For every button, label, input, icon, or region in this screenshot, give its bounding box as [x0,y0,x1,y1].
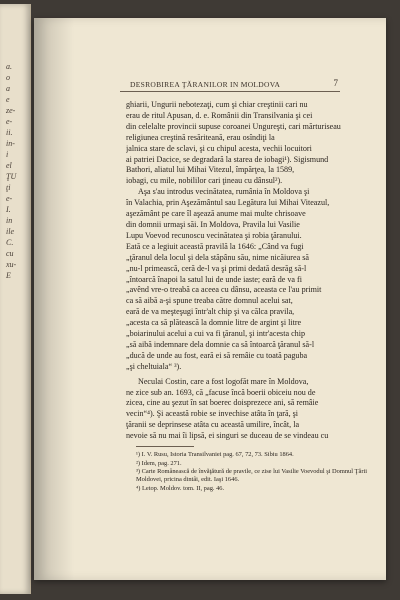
previous-page-fragment: cu [6,249,14,258]
text-line: ghiarii, Ungurii nebotezaţi, cum şi chiar creştinii cari nu [126,100,308,109]
text-line: „ţăranul dela locul şi dela stăpânu său, nime nicăiurea să [126,252,309,262]
previous-page-fragment: ii. [6,128,13,137]
footnotes [126,451,380,493]
paragraph-3 [126,377,380,442]
previous-page-fragment: e [6,95,10,104]
text-line: „nu-l primească, ceră de-l va şi primi dedată desrăg să-l [126,263,307,273]
footnote: ¹) I. V. Rusu, Istoria Transilvaniei pag. 67, 72, 73. Sibiu 1864. [136,451,294,459]
previous-page-fragment: xu- [6,260,17,269]
text-line: iobagi, cu mile, nobililor cari ţineau cu dânsul²). [126,176,283,186]
page-gutter-shadow [34,18,74,580]
text-line: Lupu Voevod recunoscu vecinătatea şi robia ţăranului. [126,230,302,240]
text-line: Aşa s'au introdus vecinătatea, rumânia în Moldova şi [138,187,310,197]
text-line: „avênd vre-o treabă ca aceea cu dânsu, aceasta ce l'au primit [126,285,322,295]
text-line: ai patriei Dacice, se degradară la starea de iobagi¹). Sigismund [126,154,329,164]
text-line: Eată ce a legiuit această pravilă la 1646: „Când va fugi [126,241,304,251]
text-line: din celelalte provincii supuse coroanei Ungureşti, cari mărturiseau [126,121,341,131]
paragraph-1 [126,100,380,187]
previous-page-fragment: ze- [6,106,16,115]
previous-page-fragment: o [6,73,10,82]
footnote: ²) Idem, pag. 271. [136,459,182,467]
text-line: nevoie să nu mai îi lipsă, ei singuri se duceau de se vindeau cu [126,431,329,441]
previous-page-edge [0,4,31,594]
text-line: din domnii urmaşi săi. In Moldova, Pravila lui Vasilie [126,219,300,229]
text-line: ne zice sub an. 1693, că „facuse încă boerii obiceiu nou de [126,387,316,397]
text-line: vecin“⁴). Şi această robie se invechise atâta în ţară, şi [126,409,299,419]
text-line: erau de ritul Apusan, d. e. Românii din Transilvania şi cei [126,110,313,120]
text-line: „acesta ca să plătească la domnie litre de argint şi litre [126,318,302,328]
text-line: „să aibă indemnare dela domnie ca să întoarcă ţăranul să-l [126,339,315,349]
previous-page-fragment: C. [6,238,14,247]
paragraph-2 [126,187,380,372]
running-head: DESROBIREA ŢĂRANILOR IN MOLDOVA [130,80,281,89]
previous-page-fragment: E [6,271,11,280]
text-line: religiunea creştină resăriteană, erau osîndiţi la [126,132,275,142]
previous-page-fragment: ile [6,227,14,236]
previous-page-fragment: in [6,216,13,225]
text-line: în Valachia, prin Aşezământul sau Legătura lui Mihai Viteazul, [126,198,330,208]
text-line: jalnica stare de sclavi, şi cu chipul acesta, vechii locuitori [126,143,312,153]
page-number: 7 [333,78,338,88]
body-text [126,100,380,493]
text-line: eară de va meşteşugi într'alt chip şi va călca pravila, [126,307,295,317]
previous-page-fragment: i [6,150,9,159]
previous-page-fragment: a. [6,62,12,71]
text-line: zicea, cine au şezut în sat boerec doisprezece ani, să remâie [126,398,319,408]
footnote: ³) Carte Românească de învăţătură de pravile, ce zise lui Vasilie Voevodul şi Domnul Ţării Moldovei, pricina dintâi, edit. Iaşi 1646. [136,467,368,484]
text-line: ţăranii se deprinsese atâta cu această umilire, încât, la [126,420,300,430]
text-line: Neculai Costin, care a fost logofăt mare în Moldova, [138,376,309,386]
previous-page-fragment: el [6,161,12,170]
book-page [34,18,386,580]
previous-page-fragment: in- [6,139,15,148]
footnote-rule [136,446,194,447]
text-line: Bathori, aliatul lui Mihai Vitezul, împărţea, la 1589, [126,165,295,175]
text-line: „boiarinului acelui a cui va fi ţăranul, şi intr'acesta chip [126,329,305,339]
text-line: ca să aibă a-şi spune treaba către domnul acelui sat, [126,296,293,306]
previous-page-fragment: ţi [6,183,11,192]
previous-page-fragment: ŢU [6,172,17,181]
text-line: aşezământ pe care îl aşează anume mai multe chrisoave [126,209,306,219]
text-line: „întoarcă înapoi la satul lui de unde iaste; eară de va fi [126,274,302,284]
previous-page-fragment: a [6,84,10,93]
previous-page-fragment: I. [6,205,11,214]
previous-page-fragment: e- [6,117,13,126]
text-line: „şi cheltuiala“ ³). [126,361,182,371]
footnote: ⁴) Letop. Moldov. tom. II, pag. 46. [136,484,225,492]
text-line: „ducă de unde au fost, eară ei să remâie cu toată paguba [126,350,308,360]
header-rule [120,91,340,92]
previous-page-fragment: e- [6,194,13,203]
